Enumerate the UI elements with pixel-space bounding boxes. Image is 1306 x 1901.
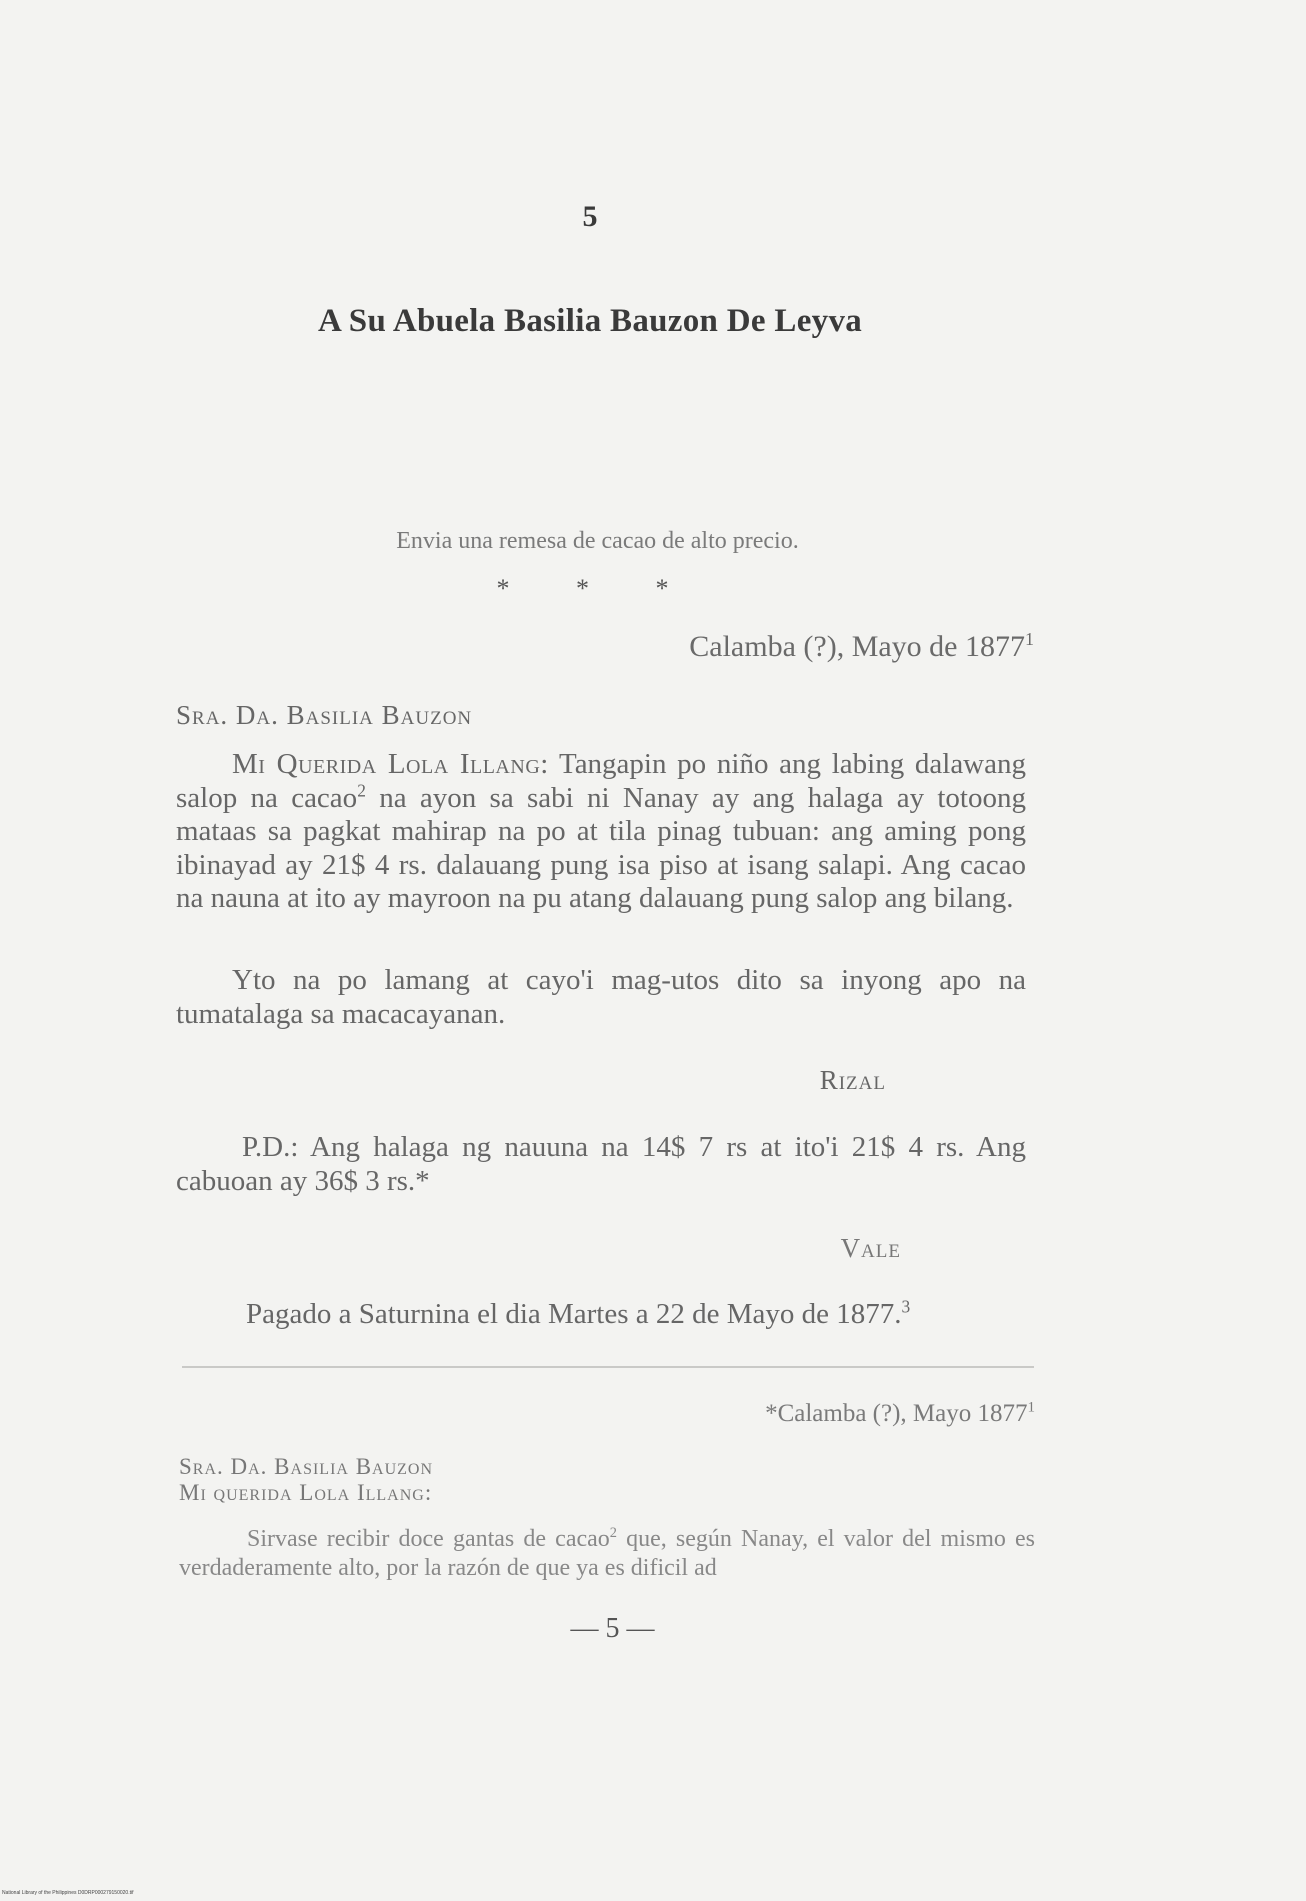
dateline-text: Calamba (?), Mayo de 1877 [689,630,1025,663]
signature: Rizal [819,1065,886,1095]
footnote-salutation-line-2: Mi querida Lola Illang: [179,1480,433,1505]
paragraph-text: na ayon sa sabi ni Nanay ay ang halaga ay totoong mataas sa pagkat mahirap na po at tila pinag tubuan: ang aming pong ibinayad ay 21$ 4 rs. dalauang pung isa piso at isang salapi. Ang cacao na nauna at ito ay mayroon na pu atang dalauang pung salop ang bilang. [176,781,1026,914]
letter-summary: Envia una remesa de cacao de alto precio. [396,528,799,554]
footnote-ref: 3 [901,1296,911,1317]
greeting: Mi Querida Lola Illang: [232,748,549,780]
footnote-translation [179,1525,1035,1583]
letter-paragraph-2 [176,964,1026,1031]
footnote-salutation [179,1454,433,1506]
letter-dateline [689,630,1034,664]
footnote-ref: 2 [357,779,366,800]
vale-signoff: Vale [840,1233,901,1263]
footnote-salutation-line-1: Sra. Da. Basilia Bauzon [179,1454,434,1479]
letter-number: 5 [582,200,598,233]
scan-credit: National Library of the Philippines D0DRP000279150020.tif [2,1890,134,1896]
footnote-ref: 2 [609,1525,617,1541]
footnote-ref: 1 [1027,1399,1035,1416]
letter-title: A Su Abuela Basilia Bauzon De Leyva [317,303,863,339]
translation-text: que, según Nanay, el valor del mismo es verdaderamente alto, por la razón de que ya es dificil ad [179,1526,1035,1581]
footnote-dateline-text: *Calamba (?), Mayo 1877 [765,1400,1028,1427]
paragraph-text: Yto na po lamang at cayo'i mag-utos dito sa inyong apo na tumatalaga sa macacayanan. [176,964,1026,1030]
page-number: — 5 — [570,1613,655,1644]
paragraph-text: Tangapin po niño ang labing dalawang salop na cacao [176,748,1027,814]
letter-salutation: Sra. Da. Basilia Bauzon [176,700,473,730]
postscript [176,1131,1026,1198]
payment-note [176,1298,1026,1332]
translation-text: Sirvase recibir doce gantas de cacao [247,1526,610,1552]
postscript-text: P.D.: Ang halaga ng nauuna na 14$ 7 rs at ito'i 21$ 4 rs. Ang cabuoan ay 36$ 3 rs.* [176,1131,1026,1197]
footnote-divider [182,1366,1034,1368]
section-separator: * * * [496,574,699,603]
payment-text: Pagado a Saturnina el dia Martes a 22 de Mayo de 1877. [246,1298,902,1330]
footnote-dateline [765,1400,1035,1428]
footnote-ref: 1 [1025,629,1034,649]
letter-paragraph-1 [176,748,1026,916]
